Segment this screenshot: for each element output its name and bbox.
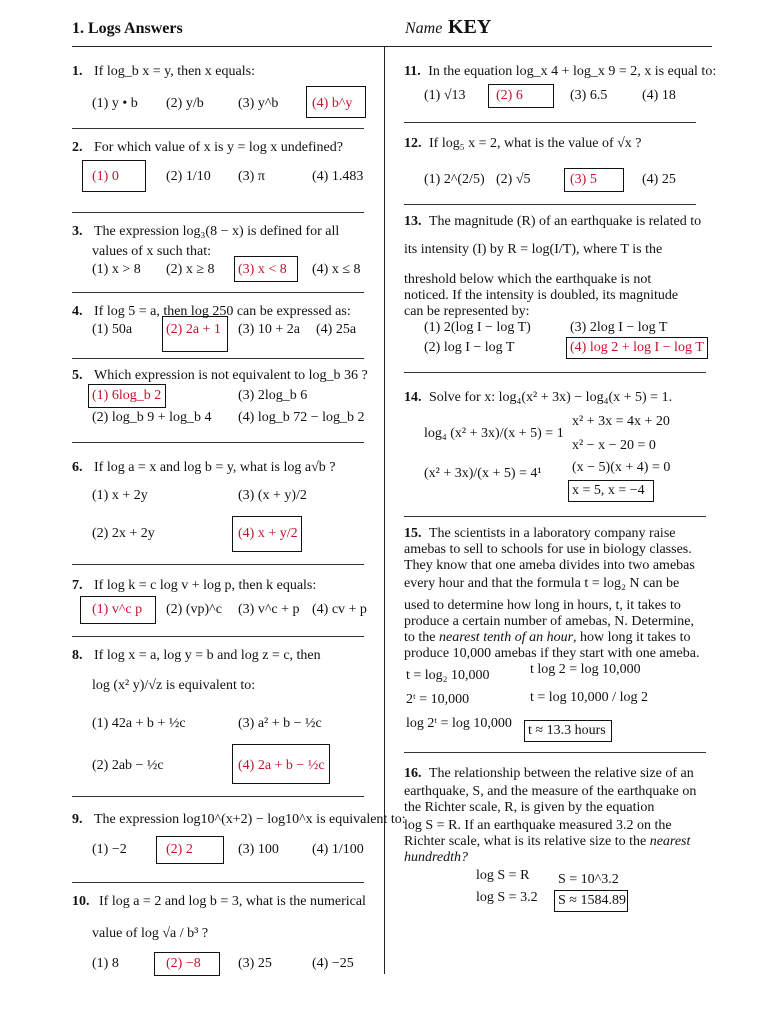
question-14 <box>404 390 672 406</box>
question-16 <box>404 766 694 782</box>
q13-line-3: threshold below which the earthquake is not <box>404 272 652 287</box>
q8-number: 8. <box>72 648 83 663</box>
separator <box>72 128 364 129</box>
q6-number: 6. <box>72 460 83 475</box>
q10-choice-2: (2) −8 <box>166 956 201 971</box>
q11-text: In the equation log_x 4 + log_x 9 = 2, x is equal to: <box>428 64 717 79</box>
q13-line-5: can be represented by: <box>404 304 530 319</box>
separator <box>72 442 364 443</box>
q16-line-5b: nearest <box>649 834 691 849</box>
q5-text: Which expression is not equivalent to log_b 36 ? <box>94 368 368 383</box>
q15-line-7 <box>404 630 690 646</box>
q9-choice-3: (3) 100 <box>238 842 279 857</box>
q12-number: 12. <box>404 136 422 151</box>
question-8 <box>72 648 321 664</box>
question-2 <box>72 140 343 156</box>
q6-choice-1: (1) x + 2y <box>92 488 148 503</box>
q8-text: If log x = a, log y = b and log z = c, then <box>94 648 321 663</box>
q11-choice-1: (1) √13 <box>424 88 466 103</box>
q10-choice-3: (3) 25 <box>238 956 272 971</box>
q16-line-2: earthquake, S, and the measure of the earthquake on <box>404 784 697 799</box>
separator <box>404 122 696 123</box>
q15-line-8: produce 10,000 amebas if they start with one ameba. <box>404 646 700 661</box>
separator <box>72 796 364 797</box>
q15-line-7c: , how long it takes to <box>573 630 691 645</box>
q9-text: The expression log10^(x+2) − log10^x is equivalent to: <box>94 812 406 827</box>
q7-number: 7. <box>72 578 83 593</box>
q9-number: 9. <box>72 812 83 827</box>
q12-choice-4: (4) 25 <box>642 172 676 187</box>
q5-choice-4: (4) log_b 72 − log_b 2 <box>238 410 365 425</box>
q15-line-2: amebas to sell to schools for use in biology classes. <box>404 542 692 557</box>
q2-choice-3: (3) π <box>238 169 265 184</box>
q14-work-right-1: x² + 3x = 4x + 20 <box>572 414 670 429</box>
q15-line-4: every hour and that the formula t = log₂ N can be <box>404 576 680 591</box>
q16-line-4: log S = R. If an earthquake measured 3.2 on the <box>404 818 672 833</box>
q12-choice-3: (3) 5 <box>570 172 597 187</box>
q15-work-2: 2ᵗ = 10,000 <box>406 692 470 707</box>
q14-work-left-2: (x² + 3x)/(x + 5) = 4¹ <box>424 466 542 481</box>
q3-choice-4: (4) x ≤ 8 <box>312 262 361 277</box>
q16-line-5a: Richter scale, what is its relative size to the <box>404 834 650 849</box>
q9-choice-2: (2) 2 <box>166 842 193 857</box>
separator <box>72 636 364 637</box>
q4-choice-2: (2) 2a + 1 <box>166 322 221 337</box>
q13-choice-2: (2) log I − log T <box>424 340 515 355</box>
q7-choice-1: (1) v^c p <box>92 602 143 617</box>
question-9 <box>72 812 406 828</box>
q5-choice-3: (3) 2log_b 6 <box>238 388 308 403</box>
q14-number: 14. <box>404 390 422 405</box>
q1-choice-2: (2) y/b <box>166 96 204 111</box>
q2-choice-1: (1) 0 <box>92 169 119 184</box>
q16-line-1: The relationship between the relative size of an <box>429 766 694 781</box>
q13-choice-1: (1) 2(log I − log T) <box>424 320 531 335</box>
q3-choice-2: (2) x ≥ 8 <box>166 262 215 277</box>
q11-choice-3: (3) 6.5 <box>570 88 608 103</box>
q14-work-left-1: log₄ (x² + 3x)/(x + 5) = 1 <box>424 426 564 441</box>
separator <box>72 564 364 565</box>
q13-choice-4: (4) log 2 + log I − log T <box>570 340 704 355</box>
page-title: 1. Logs Answers <box>72 20 183 37</box>
q7-choice-2: (2) (vp)^c <box>166 602 222 617</box>
q1-choice-1: (1) y • b <box>92 96 138 111</box>
question-15 <box>404 526 675 542</box>
q10-text: If log a = 2 and log b = 3, what is the numerical <box>99 894 366 909</box>
question-7 <box>72 578 316 594</box>
q16-work-1: log S = R <box>476 868 530 883</box>
q8-choice-3: (3) a² + b − ½c <box>238 716 322 731</box>
q9-choice-1: (1) −2 <box>92 842 127 857</box>
q11-choice-2: (2) 6 <box>496 88 523 103</box>
separator <box>404 204 696 205</box>
q14-answer: x = 5, x = −4 <box>572 483 645 498</box>
question-1 <box>72 64 255 80</box>
question-13 <box>404 214 701 230</box>
q12-choice-2: (2) √5 <box>496 172 531 187</box>
q4-choice-4: (4) 25a <box>316 322 357 337</box>
question-3 <box>72 224 339 240</box>
q15-line-5: used to determine how long in hours, t, it takes to <box>404 598 681 613</box>
q10-number: 10. <box>72 894 90 909</box>
q3-choice-3: (3) x < 8 <box>238 262 287 277</box>
q15-line-1: The scientists in a laboratory company raise <box>429 526 676 541</box>
q8-text-2: log (x² y)/√z is equivalent to: <box>92 678 256 693</box>
separator <box>404 516 706 517</box>
q7-choice-3: (3) v^c + p <box>238 602 300 617</box>
separator <box>72 292 364 293</box>
question-12 <box>404 136 642 152</box>
q5-choice-2: (2) log_b 9 + log_b 4 <box>92 410 212 425</box>
q15-line-3: They know that one ameba divides into two amebas <box>404 558 695 573</box>
q9-choice-4: (4) 1/100 <box>312 842 364 857</box>
q7-choice-4: (4) cv + p <box>312 602 367 617</box>
q11-number: 11. <box>404 64 421 79</box>
q15-work-5: t = log 10,000 / log 2 <box>530 690 648 705</box>
q10-choice-1: (1) 8 <box>92 956 119 971</box>
q2-text: For which value of x is y = log x undefined? <box>94 140 343 155</box>
q16-number: 16. <box>404 766 422 781</box>
q6-choice-3: (3) (x + y)/2 <box>238 488 307 503</box>
q6-text: If log a = x and log b = y, what is log a√b ? <box>94 460 336 475</box>
separator <box>404 752 706 753</box>
q10-text-2: value of log √a / b³ ? <box>92 926 209 941</box>
q1-text: If log_b x = y, then x equals: <box>94 64 255 79</box>
separator <box>72 212 364 213</box>
separator <box>72 358 364 359</box>
q8-choice-1: (1) 42a + b + ½c <box>92 716 186 731</box>
q2-number: 2. <box>72 140 83 155</box>
question-6 <box>72 460 335 476</box>
q15-number: 15. <box>404 526 422 541</box>
q15-work-3: log 2ᵗ = log 10,000 <box>406 716 512 731</box>
q16-work-2: log S = 3.2 <box>476 890 538 905</box>
q12-text: If log₅ x = 2, what is the value of √x ? <box>429 136 642 151</box>
q1-number: 1. <box>72 64 83 79</box>
q13-line-1: The magnitude (R) of an earthquake is related to <box>429 214 702 229</box>
q3-text-1: The expression log₃(8 − x) is defined for all <box>94 224 340 239</box>
q2-choice-2: (2) 1/10 <box>166 169 211 184</box>
q3-choice-1: (1) x > 8 <box>92 262 141 277</box>
q5-number: 5. <box>72 368 83 383</box>
q16-work-3: S = 10^3.2 <box>558 872 619 887</box>
q6-choice-2: (2) 2x + 2y <box>92 526 155 541</box>
q4-choice-1: (1) 50a <box>92 322 133 337</box>
q7-text: If log k = c log v + log p, then k equals: <box>94 578 317 593</box>
q13-line-4: noticed. If the intensity is doubled, its magnitude <box>404 288 679 303</box>
q15-line-6: produce a certain number of amebas, N. Determine, <box>404 614 694 629</box>
q8-choice-4: (4) 2a + b − ½c <box>238 758 325 773</box>
q3-text-2: values of x such that: <box>92 244 211 259</box>
header-rule <box>72 46 712 47</box>
separator <box>404 372 706 373</box>
name-label: Name <box>405 20 443 37</box>
q1-choice-4: (4) b^y <box>312 96 353 111</box>
q15-answer: t ≈ 13.3 hours <box>528 723 606 738</box>
name-value: KEY <box>448 16 492 38</box>
q10-choice-4: (4) −25 <box>312 956 354 971</box>
q16-answer: S ≈ 1584.89 <box>558 893 626 908</box>
question-5 <box>72 368 368 384</box>
q5-choice-1: (1) 6log_b 2 <box>92 388 162 403</box>
q13-line-2: its intensity (I) by R = log(I/T), where T is the <box>404 242 663 257</box>
page-header <box>72 16 712 46</box>
column-divider <box>384 46 385 974</box>
q2-choice-4: (4) 1.483 <box>312 169 364 184</box>
q4-text: If log 5 = a, then log 250 can be expressed as: <box>94 304 351 319</box>
question-11 <box>404 64 716 80</box>
question-10 <box>72 894 366 910</box>
q8-choice-2: (2) 2ab − ½c <box>92 758 164 773</box>
q15-line-7a: to the <box>404 630 439 645</box>
q15-line-7b: nearest tenth of an hour <box>439 630 574 645</box>
q15-work-4: t log 2 = log 10,000 <box>530 662 641 677</box>
q4-number: 4. <box>72 304 83 319</box>
q13-number: 13. <box>404 214 422 229</box>
q16-line-3: the Richter scale, R, is given by the equation <box>404 800 655 815</box>
q3-number: 3. <box>72 224 83 239</box>
q13-choice-3: (3) 2log I − log T <box>570 320 668 335</box>
q14-text: Solve for x: log₄(x² + 3x) − log₄(x + 5) = 1. <box>429 390 673 405</box>
q14-work-right-2: x² − x − 20 = 0 <box>572 438 656 453</box>
q16-line-6: hundredth? <box>404 850 469 865</box>
q1-choice-3: (3) y^b <box>238 96 279 111</box>
separator <box>72 882 364 883</box>
q11-choice-4: (4) 18 <box>642 88 676 103</box>
q14-work-right-3: (x − 5)(x + 4) = 0 <box>572 460 671 475</box>
q16-line-5 <box>404 834 690 850</box>
q4-choice-3: (3) 10 + 2a <box>238 322 300 337</box>
q6-choice-4: (4) x + y/2 <box>238 526 298 541</box>
q15-work-1: t = log₂ 10,000 <box>406 668 490 683</box>
q12-choice-1: (1) 2^(2/5) <box>424 172 485 187</box>
